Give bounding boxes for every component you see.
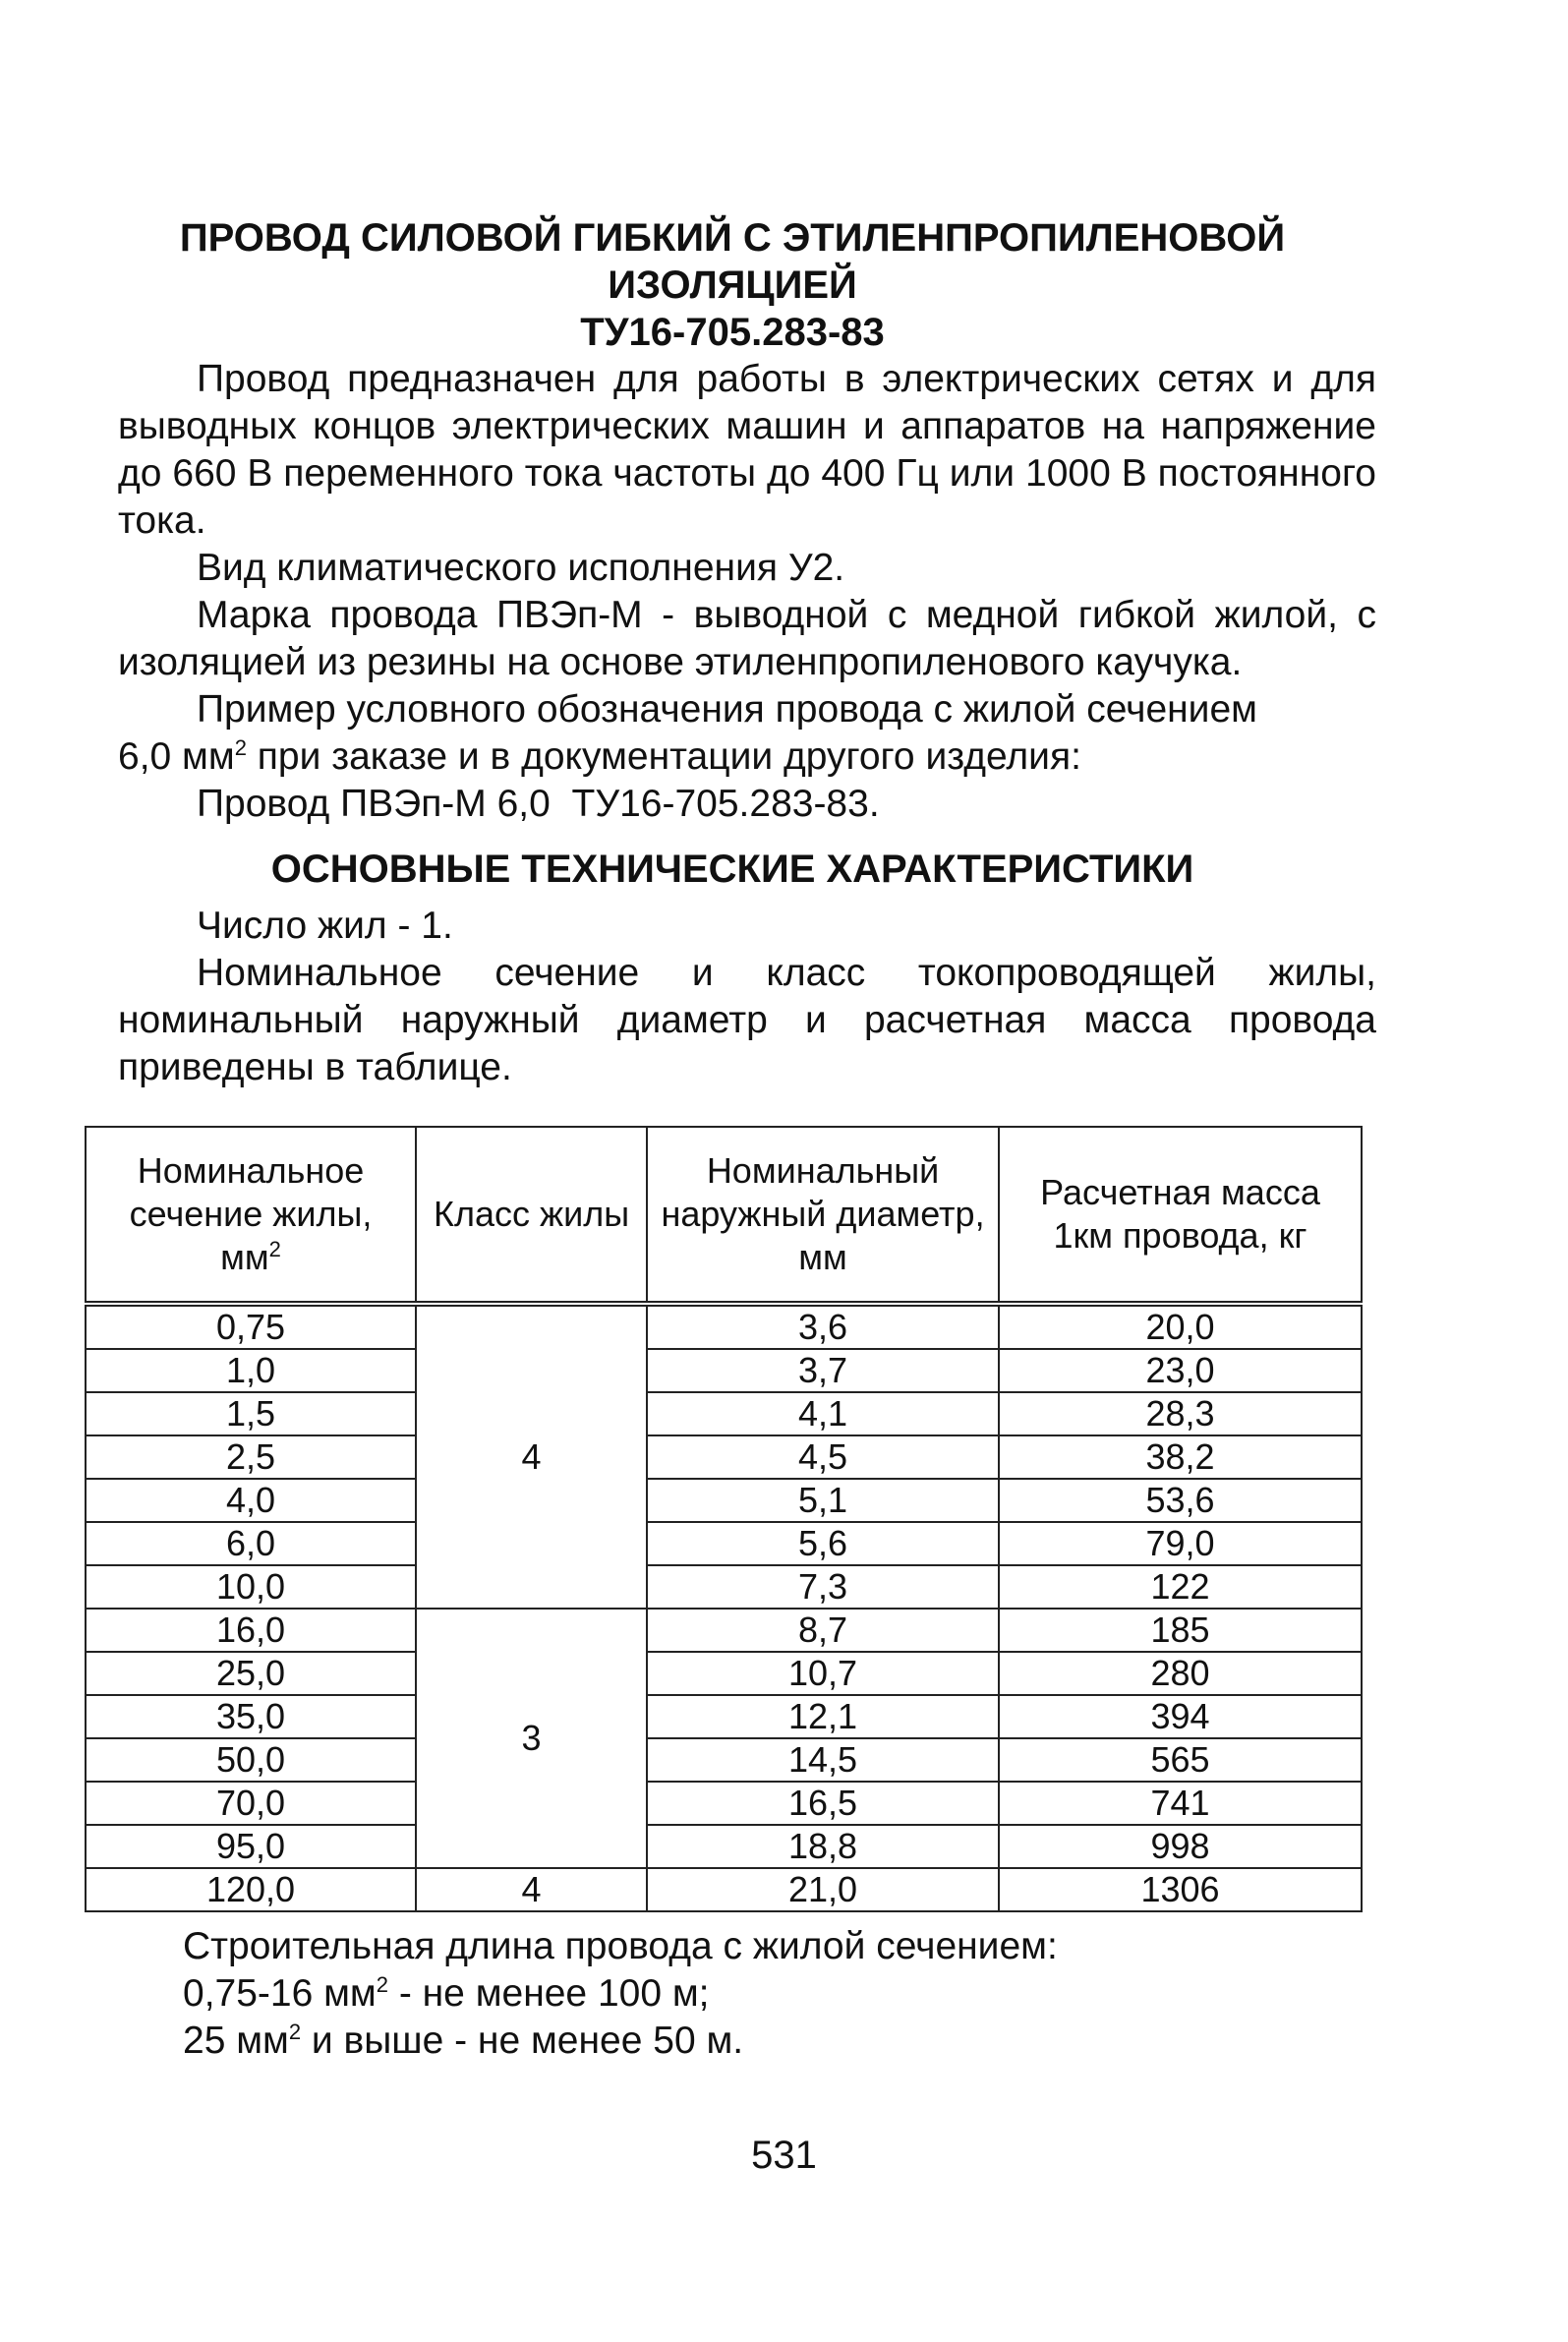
cell-diameter: 3,6 <box>647 1304 999 1349</box>
cell-diameter: 4,5 <box>647 1435 999 1479</box>
header-class: Класс жилы <box>416 1127 647 1304</box>
cell-section: 10,0 <box>86 1565 416 1609</box>
length-line2-pre: 25 мм <box>183 2020 289 2062</box>
spec-table <box>85 1126 1363 1912</box>
cell-diameter: 21,0 <box>647 1868 999 1911</box>
cell-mass: 20,0 <box>999 1304 1362 1349</box>
length-line1 <box>183 1970 710 2018</box>
table-row <box>86 1435 1362 1479</box>
cell-mass: 394 <box>999 1695 1362 1738</box>
cell-mass: 280 <box>999 1652 1362 1695</box>
cell-section: 120,0 <box>86 1868 416 1911</box>
cell-class-group: 4 <box>416 1304 647 1609</box>
cell-mass: 185 <box>999 1609 1362 1652</box>
cell-mass: 741 <box>999 1782 1362 1825</box>
brand-paragraph: Марка провода ПВЭп-М - выводной с медной гибкой жилой, с изоляцией из резины на основе этиленпропиленового каучука. <box>118 594 1376 683</box>
table-row <box>86 1392 1362 1435</box>
header-mass: Расчетная масса 1км провода, кг <box>999 1127 1362 1304</box>
cell-diameter: 7,3 <box>647 1565 999 1609</box>
table-row <box>86 1825 1362 1868</box>
document-standard: ТУ16-705.283-83 <box>580 311 885 354</box>
cores-line: Число жил - 1. <box>197 905 453 947</box>
cell-diameter: 3,7 <box>647 1349 999 1392</box>
cell-section: 50,0 <box>86 1738 416 1782</box>
table-row <box>86 1609 1362 1652</box>
header-section-sup: 2 <box>268 1237 281 1261</box>
example-line2-post: при заказе и в документации другого изделия: <box>246 735 1081 778</box>
cell-mass: 79,0 <box>999 1522 1362 1565</box>
section-title: ОСНОВНЫЕ ТЕХНИЧЕСКИЕ ХАРАКТЕРИСТИКИ <box>270 848 1194 891</box>
cell-diameter: 12,1 <box>647 1695 999 1738</box>
climate-line: Вид климатического исполнения У2. <box>197 547 845 589</box>
example-line2 <box>118 733 1081 781</box>
cell-mass: 565 <box>999 1738 1362 1782</box>
cell-section: 4,0 <box>86 1479 416 1522</box>
cell-mass: 23,0 <box>999 1349 1362 1392</box>
example-line2-sup: 2 <box>234 735 247 760</box>
table-row <box>86 1304 1362 1349</box>
example-line1: Пример условного обозначения провода с жилой сечением <box>197 688 1257 731</box>
header-section <box>86 1127 416 1304</box>
header-diameter: Номинальный наружный диаметр, мм <box>647 1127 999 1304</box>
example-line2-pre: 6,0 мм <box>118 735 235 778</box>
cell-section: 1,0 <box>86 1349 416 1392</box>
cell-mass: 122 <box>999 1565 1362 1609</box>
table-row <box>86 1522 1362 1565</box>
table-row <box>86 1695 1362 1738</box>
cell-class-group: 3 <box>416 1609 647 1868</box>
cell-section: 95,0 <box>86 1825 416 1868</box>
cell-section: 16,0 <box>86 1609 416 1652</box>
table-row <box>86 1868 1362 1911</box>
cell-class-group: 4 <box>416 1868 647 1911</box>
length-line2 <box>183 2018 743 2065</box>
cell-mass: 1306 <box>999 1868 1362 1911</box>
length-line2-post: и выше - не менее 50 м. <box>301 2020 744 2062</box>
length-line1-pre: 0,75-16 мм <box>183 1972 377 2015</box>
table-row <box>86 1565 1362 1609</box>
cell-section: 0,75 <box>86 1304 416 1349</box>
example-designation: Провод ПВЭп-М 6,0 ТУ16-705.283-83. <box>197 783 880 825</box>
cell-section: 1,5 <box>86 1392 416 1435</box>
length-title: Строительная длина провода с жилой сечением: <box>183 1925 1058 1967</box>
cell-mass: 38,2 <box>999 1435 1362 1479</box>
cell-section: 25,0 <box>86 1652 416 1695</box>
cell-diameter: 18,8 <box>647 1825 999 1868</box>
cell-section: 70,0 <box>86 1782 416 1825</box>
cell-section: 35,0 <box>86 1695 416 1738</box>
table-row <box>86 1349 1362 1392</box>
header-section-text: Номинальное сечение жилы, мм <box>129 1150 373 1277</box>
table-row <box>86 1652 1362 1695</box>
length-line2-sup: 2 <box>288 2020 302 2044</box>
table-intro-paragraph: Номинальное сечение и класс токопроводящей жилы, номинальный наружный диаметр и расчетная масса провода приведены в таблице. <box>118 952 1376 1088</box>
document-title-line2: ИЗОЛЯЦИЕЙ <box>608 263 857 307</box>
cell-mass: 28,3 <box>999 1392 1362 1435</box>
cell-diameter: 10,7 <box>647 1652 999 1695</box>
length-line1-sup: 2 <box>376 1972 388 1997</box>
cell-mass: 998 <box>999 1825 1362 1868</box>
table-row <box>86 1738 1362 1782</box>
table-row <box>86 1479 1362 1522</box>
document-title-line1: ПРОВОД СИЛОВОЙ ГИБКИЙ С ЭТИЛЕНПРОПИЛЕНОВОЙ <box>179 216 1286 260</box>
purpose-paragraph: Провод предназначен для работы в электрических сетях и для выводных концов электрических машин и аппаратов на напряжение до 660 В переменного тока частоты до 400 Гц или 1000 В постоянного тока. <box>118 358 1376 542</box>
cell-diameter: 8,7 <box>647 1609 999 1652</box>
page-number: 531 <box>751 2134 817 2177</box>
table-row <box>86 1782 1362 1825</box>
cell-diameter: 14,5 <box>647 1738 999 1782</box>
cell-section: 6,0 <box>86 1522 416 1565</box>
cell-diameter: 4,1 <box>647 1392 999 1435</box>
length-line1-post: - не менее 100 м; <box>387 1972 710 2015</box>
cell-mass: 53,6 <box>999 1479 1362 1522</box>
cell-diameter: 5,6 <box>647 1522 999 1565</box>
cell-diameter: 16,5 <box>647 1782 999 1825</box>
cell-section: 2,5 <box>86 1435 416 1479</box>
cell-diameter: 5,1 <box>647 1479 999 1522</box>
table-header-row <box>86 1127 1362 1304</box>
